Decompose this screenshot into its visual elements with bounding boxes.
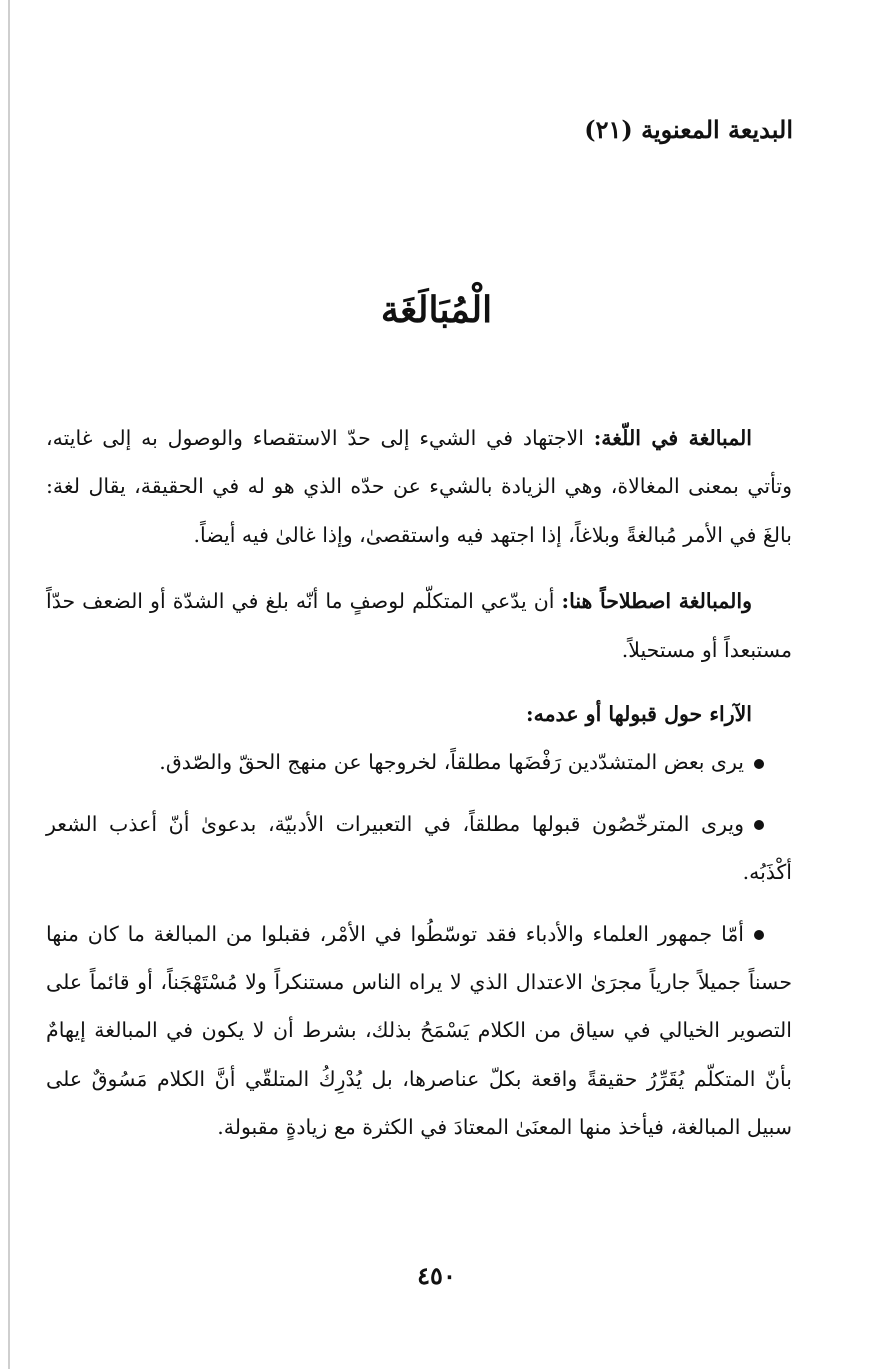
paragraph-technical-definition (46, 577, 792, 674)
bullet-icon (754, 759, 764, 769)
bullet-icon (754, 820, 764, 830)
bullet-text: ويرى المترخّصُون قبولها مطلقاً، في التعبيرات الأدبيّة، بدعوىٰ أنّ أعذب الشعر أكْذَبُه. (46, 811, 792, 885)
page-number: ٤٥٠ (417, 1261, 456, 1290)
list-item (46, 910, 792, 1152)
term-linguistic: المبالغة في اللّغة: (593, 426, 752, 450)
opinions-heading: الآراء حول قبولها أو عدمه: (526, 702, 752, 727)
list-item (46, 738, 792, 786)
page-edge-rule (8, 0, 10, 1369)
definition-technical-text: أن يدّعي المتكلّم لوصفٍ ما أنّه بلغ في الشدّة أو الضعف حدّاً مستبعداً أو مستحيلاً. (46, 589, 792, 662)
term-technical: والمبالغة اصطلاحاً هنا: (561, 589, 753, 614)
running-header: البديعة المعنوية (٢١) (584, 115, 793, 144)
bullet-text: أمّا جمهور العلماء والأدباء فقد توسّطُوا في الأمْر، فقبلوا من المبالغة ما كان منها حسناً جميلاً جارياً مجرَىٰ الاعتدال الذي لا يراه الناس مستنكراً ولا مُسْتَهْجَناً، أو قائماً على التصوير الخيالي في سياق من الكلام يَسْمَحُ بذلك، بشرط أن لا يكون في المبالغة إيهامٌ بأنّ المتكلّم يُقَرِّرُ حقيقةً واقعة بكلّ عناصرها، بل يُدْرِكُ المتلقّي أنَّ الكلام مَسُوقٌ على سبيل المبالغة، فيأخذ منها المعنَىٰ المعتادَ في الكثرة مع زيادةٍ مقبولة. (46, 921, 792, 1140)
definition-linguistic-text: الاجتهاد في الشيء إلى حدّ الاستقصاء والوصول به إلى غايته، وتأتي بمعنى المغالاة، وهي الزيادة بالشيء عن حدّه الذي هو له في الحقيقة، يقال لغة: بالغَ في الأمر مُبالغةً وبلاغاً، إذا اجتهد فيه واستقصىٰ، وإذا غالىٰ فيه أيضاً. (46, 426, 792, 547)
bullet-icon (754, 930, 764, 940)
body-text (46, 414, 792, 1152)
paragraph-linguistic-definition (46, 414, 792, 559)
chapter-title: الْمُبَالَغَة (380, 289, 493, 331)
list-item (46, 800, 792, 897)
paragraph-opinions-heading (46, 690, 792, 738)
bullet-text: يرى بعض المتشدّدين رَفْضَها مطلقاً، لخروجها عن منهج الحقّ والصّدق. (159, 750, 744, 775)
